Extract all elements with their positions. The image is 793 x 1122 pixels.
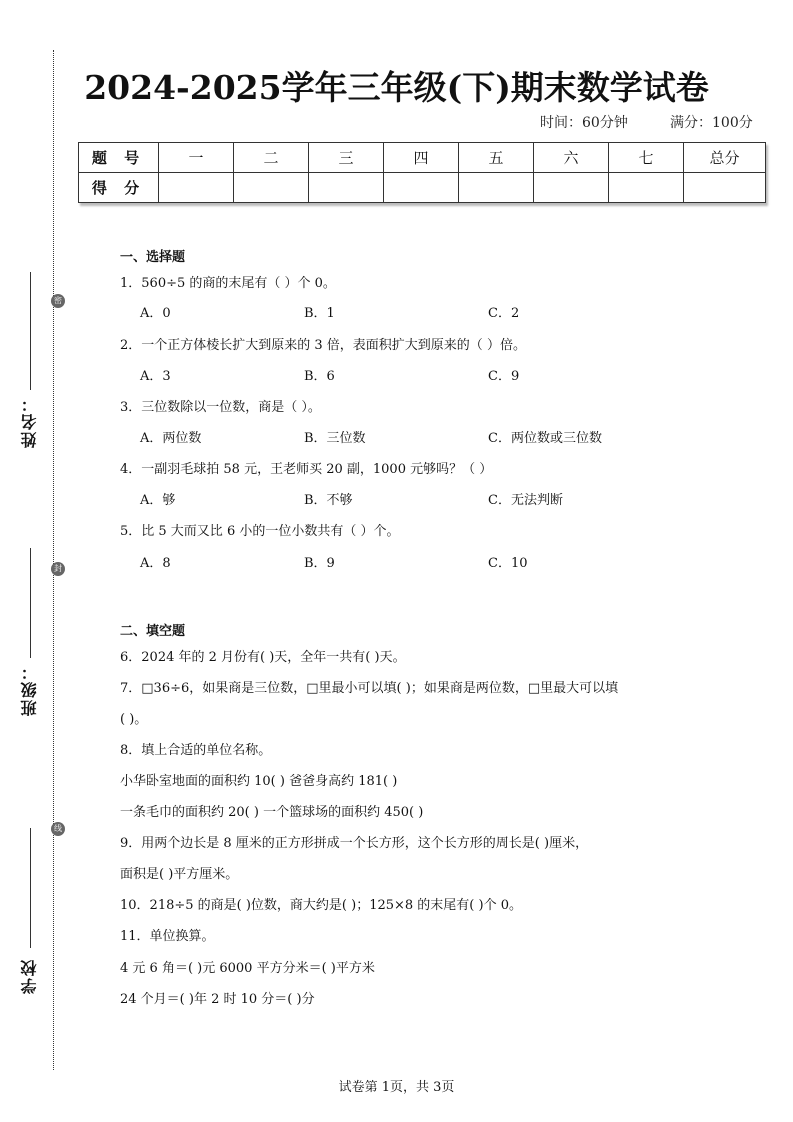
question-2-option-c[interactable]: C．9 [488, 369, 520, 384]
question-1: 1．560÷5 的商的末尾有（ ）个 0。 [120, 276, 336, 291]
score-cell[interactable] [234, 173, 309, 203]
name-label: 姓名： [20, 394, 39, 448]
question-1-option-b[interactable]: B．1 [304, 306, 335, 321]
score-header-total: 总分 [684, 143, 766, 173]
binding-dot-xian: 线 [51, 822, 65, 836]
question-2: 2．一个正方体棱长扩大到原来的 3 倍，表面积扩大到原来的（ ）倍。 [120, 338, 526, 353]
school-label: 学校 [20, 958, 39, 994]
question-4-option-a[interactable]: A．够 [140, 493, 176, 508]
fill-question-7-cont: ( )。 [120, 712, 148, 727]
class-label: 班级： [20, 662, 39, 716]
fill-question-9: 9．用两个边长是 8 厘米的正方形拼成一个长方形，这个长方形的周长是( )厘米， [120, 836, 589, 851]
score-header-cell: 六 [534, 143, 609, 173]
question-5-option-b[interactable]: B．9 [304, 556, 335, 571]
binding-dotted-line [53, 50, 54, 1070]
score-header-cell: 二 [234, 143, 309, 173]
exam-title: 2024-2025学年三年级(下)期末数学试卷 [84, 68, 709, 107]
score-header-cell: 七 [609, 143, 684, 173]
score-header-label: 题 号 [79, 143, 159, 173]
score-header-cell: 一 [159, 143, 234, 173]
name-underline [30, 272, 31, 390]
score-cell[interactable] [609, 173, 684, 203]
score-row-label: 得 分 [79, 173, 159, 203]
score-cell[interactable] [309, 173, 384, 203]
fill-question-11-line-1: 4 元 6 角＝( )元 6000 平方分米＝( )平方米 [120, 961, 375, 976]
score-cell[interactable] [159, 173, 234, 203]
exam-full-score: 满分：100分 [670, 115, 753, 131]
fill-question-6: 6．2024 年的 2 月份有( )天，全年一共有( )天。 [120, 650, 406, 665]
score-table-header-row [79, 143, 766, 173]
section-title-fill: 二、填空题 [120, 624, 186, 639]
question-2-option-b[interactable]: B．6 [304, 369, 335, 384]
question-4-option-c[interactable]: C．无法判断 [488, 493, 563, 508]
score-table [78, 142, 766, 203]
school-underline [30, 828, 31, 948]
score-cell-total[interactable] [684, 173, 766, 203]
score-header-cell: 五 [459, 143, 534, 173]
question-5: 5．比 5 大而又比 6 小的一位小数共有（ ）个。 [120, 524, 400, 539]
fill-question-9-cont: 面积是( )平方厘米。 [120, 867, 239, 882]
score-header-cell: 四 [384, 143, 459, 173]
score-table-score-row [79, 173, 766, 203]
question-1-option-a[interactable]: A．0 [140, 306, 171, 321]
score-cell[interactable] [384, 173, 459, 203]
question-5-option-a[interactable]: A．8 [140, 556, 171, 571]
binding-dot-feng: 封 [51, 562, 65, 576]
question-3-option-b[interactable]: B．三位数 [304, 431, 366, 446]
fill-question-7: 7．□36÷6，如果商是三位数，□里最小可以填( )；如果商是两位数，□里最大可以填 [120, 681, 619, 696]
score-cell[interactable] [534, 173, 609, 203]
question-1-option-c[interactable]: C．2 [488, 306, 520, 321]
question-4: 4．一副羽毛球拍 58 元，王老师买 20 副，1000 元够吗？（ ） [120, 462, 493, 477]
fill-question-11: 11．单位换算。 [120, 929, 215, 944]
exam-time: 时间：60分钟 [540, 115, 628, 131]
section-title-choice: 一、选择题 [120, 250, 186, 265]
fill-question-10: 10．218÷5 的商是( )位数，商大约是( )；125×8 的末尾有( )个 0。 [120, 898, 522, 913]
score-header-cell: 三 [309, 143, 384, 173]
fill-question-8-line-2: 一条毛巾的面积约 20( ) 一个篮球场的面积约 450( ) [120, 805, 424, 820]
question-5-option-c[interactable]: C．10 [488, 556, 528, 571]
question-3-option-c[interactable]: C．两位数或三位数 [488, 431, 602, 446]
fill-question-8-line-1: 小华卧室地面的面积约 10( ) 爸爸身高约 181( ) [120, 774, 398, 789]
fill-question-8: 8．填上合适的单位名称。 [120, 743, 272, 758]
class-underline [30, 548, 31, 658]
question-3: 3．三位数除以一位数，商是（ ）。 [120, 400, 321, 415]
binding-dot-mi: 密 [51, 294, 65, 308]
question-2-option-a[interactable]: A．3 [140, 369, 171, 384]
page-footer: 试卷第 1页，共 3页 [338, 1080, 455, 1095]
score-cell[interactable] [459, 173, 534, 203]
fill-question-11-line-2: 24 个月＝( )年 2 时 10 分＝( )分 [120, 992, 315, 1007]
question-4-option-b[interactable]: B．不够 [304, 493, 353, 508]
question-3-option-a[interactable]: A．两位数 [140, 431, 202, 446]
